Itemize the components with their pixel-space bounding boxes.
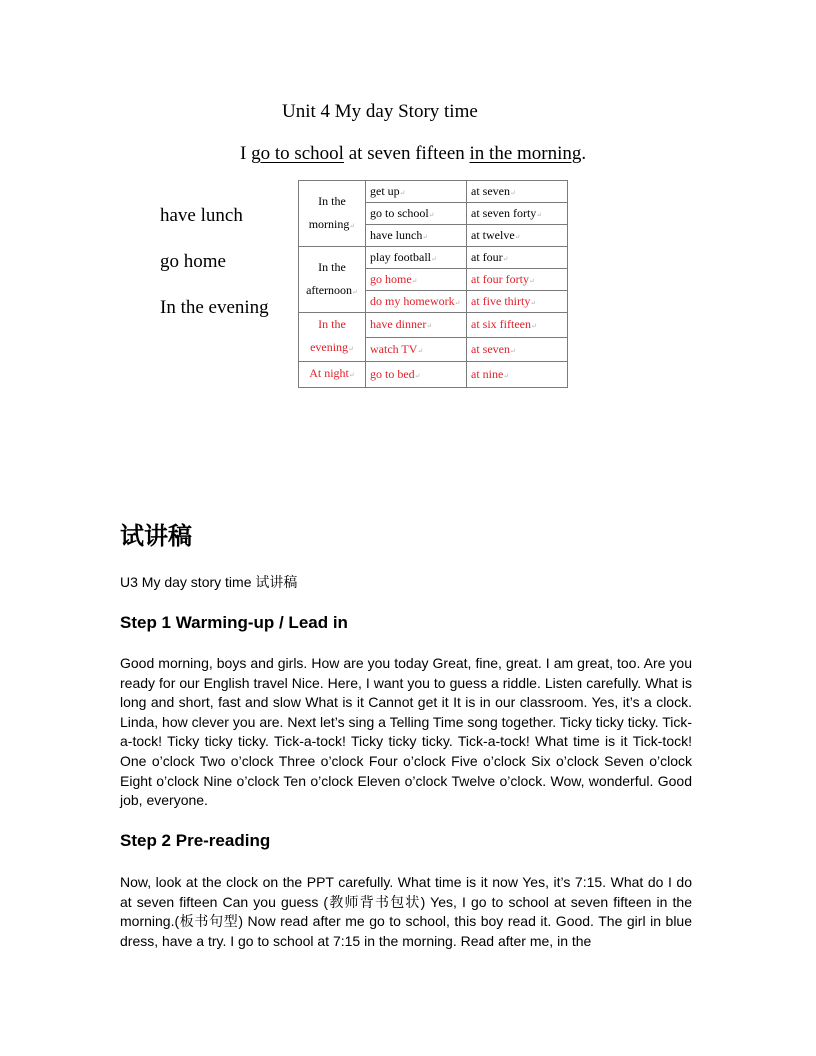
time-label: at five thirty (471, 294, 531, 308)
period-label: evening↵ (310, 340, 354, 354)
activity-label: get up (370, 184, 400, 198)
activity-label: do my homework (370, 294, 455, 308)
time-cell (467, 247, 568, 269)
table-row (299, 313, 568, 338)
period-label: morning↵ (308, 216, 356, 231)
period-cell (299, 181, 366, 247)
period-label: afternoon↵ (306, 282, 358, 297)
paragraph-mark-icon: ↵ (530, 299, 537, 307)
period-cell (299, 313, 366, 362)
activity-label: go to bed (370, 367, 415, 381)
paragraph-mark-icon: ↵ (426, 322, 433, 331)
paragraph-mark-icon: ↵ (509, 189, 516, 197)
side-phrase: go home (160, 251, 226, 272)
paragraph-mark-icon: ↵ (503, 372, 510, 380)
headline-part: at (343, 143, 368, 164)
time-cell (467, 291, 568, 313)
paragraph-mark-icon: ↵ (530, 322, 537, 331)
activity-cell (366, 337, 467, 362)
paragraph-mark-icon: ↵ (430, 255, 437, 263)
period-cell (299, 247, 366, 313)
time-label: at twelve (471, 228, 515, 242)
period-label: At night↵ (309, 366, 355, 380)
time-label: at seven (471, 184, 510, 198)
headline-part: I (240, 143, 252, 164)
table-row (299, 181, 568, 203)
activity-cell (366, 313, 467, 338)
time-cell (467, 337, 568, 362)
activity-label: watch TV (370, 341, 418, 356)
paragraph-mark-icon: ↵ (348, 345, 354, 353)
paragraph-mark-icon: ↵ (528, 277, 535, 285)
time-cell (467, 225, 568, 247)
activity-cell (366, 181, 467, 203)
activity-label: play football (370, 250, 431, 264)
activity-cell (366, 291, 467, 313)
paragraph-mark-icon: ↵ (422, 233, 429, 241)
headline-part: . (581, 143, 587, 164)
headline-phrase-time: seven fifteen (367, 143, 465, 164)
time-label: at seven (471, 341, 510, 356)
paragraph-mark-icon: ↵ (509, 346, 516, 355)
activity-label: go home (370, 272, 412, 286)
activity-cell (366, 362, 467, 388)
time-label: at nine (471, 367, 504, 381)
activity-cell (366, 203, 467, 225)
side-phrase: have lunch (160, 205, 243, 226)
paragraph-mark-icon: ↵ (514, 233, 521, 241)
time-label: at seven forty (471, 206, 537, 220)
doc-title: Unit 4 My day Story time (282, 101, 478, 122)
activity-label: have lunch (370, 228, 423, 242)
time-label: at four (471, 250, 503, 264)
paragraph-mark-icon: ↵ (428, 211, 435, 219)
time-cell (467, 362, 568, 388)
time-label: at four forty (471, 272, 529, 286)
paragraph-mark-icon: ↵ (454, 299, 461, 307)
side-phrase: In the evening (160, 297, 269, 318)
time-cell (467, 313, 568, 338)
paragraph-mark-icon: ↵ (502, 255, 509, 263)
daily-schedule-table (298, 180, 568, 388)
paragraph-mark-icon: ↵ (399, 189, 406, 197)
paragraph-mark-icon: ↵ (417, 346, 424, 355)
paragraph-mark-icon: ↵ (414, 372, 421, 380)
activity-cell (366, 225, 467, 247)
paragraph-mark-icon: ↵ (536, 211, 543, 219)
headline-phrase-period: in the morning (469, 143, 582, 164)
table-row (299, 247, 568, 269)
paragraph-mark-icon: ↵ (411, 277, 418, 285)
activity-label: have dinner (370, 317, 427, 332)
subtitle: U3 My day story time 试讲稿 (120, 574, 298, 590)
period-label: In the (318, 317, 346, 331)
step-paragraph: Now, look at the clock on the PPT carefully. What time is it now Yes, it’s 7:15. What do I do at seven fifteen Can you guess (教师背书包状) Yes, I go to school at seven fifteen in the morning.(板书句型) Now read after me go to school, this boy read it. Good. The girl in blue dress, have a try. I go to school at 7:15 in the morning. Read after me, in the (120, 874, 692, 949)
time-cell (467, 181, 568, 203)
activity-cell (366, 269, 467, 291)
step-heading: Step 2 Pre-reading (120, 831, 271, 850)
activity-cell (366, 247, 467, 269)
time-cell (467, 269, 568, 291)
time-cell (467, 203, 568, 225)
period-label: In the (318, 259, 346, 274)
paragraph-mark-icon: ↵ (352, 287, 358, 296)
step-paragraph: Good morning, boys and girls. How are you today Great, fine, great. I am great, too. Are you ready for our English travel Nice. Here, I want you to guess a riddle. Listen carefully. What is long and short, fast and slow What is it Cannot get it It is in our classroom. Yes, it’s a clock. Linda, how clever you are. Next let’s sing a Telling Time song together. Ticky ticky ticky. Tick-a-tock! Ticky ticky ticky. Tick-a-tock! Ticky ticky ticky. Tick-a-tock! What time is it Tick-tock! One o’clock Two o’clock Three o’clock Four o’clock Five o’clock Six o’clock Seven o’clock Eight o’clock Nine o’clock Ten o’clock Eleven o’clock Twelve o’clock. Wow, wonderful. Good job, everyone. (120, 655, 692, 809)
section-title: 试讲稿 (120, 523, 192, 550)
period-cell (299, 362, 366, 388)
headline-sentence (240, 143, 586, 165)
paragraph-mark-icon: ↵ (348, 371, 355, 379)
table-row (299, 362, 568, 388)
period-label: In the (318, 193, 346, 208)
paragraph-mark-icon: ↵ (349, 221, 356, 230)
time-label: at six fifteen (471, 317, 531, 332)
activity-label: go to school (370, 206, 429, 220)
step-heading: Step 1 Warming-up / Lead in (120, 613, 348, 632)
headline-phrase-activity: go to school (251, 143, 344, 164)
